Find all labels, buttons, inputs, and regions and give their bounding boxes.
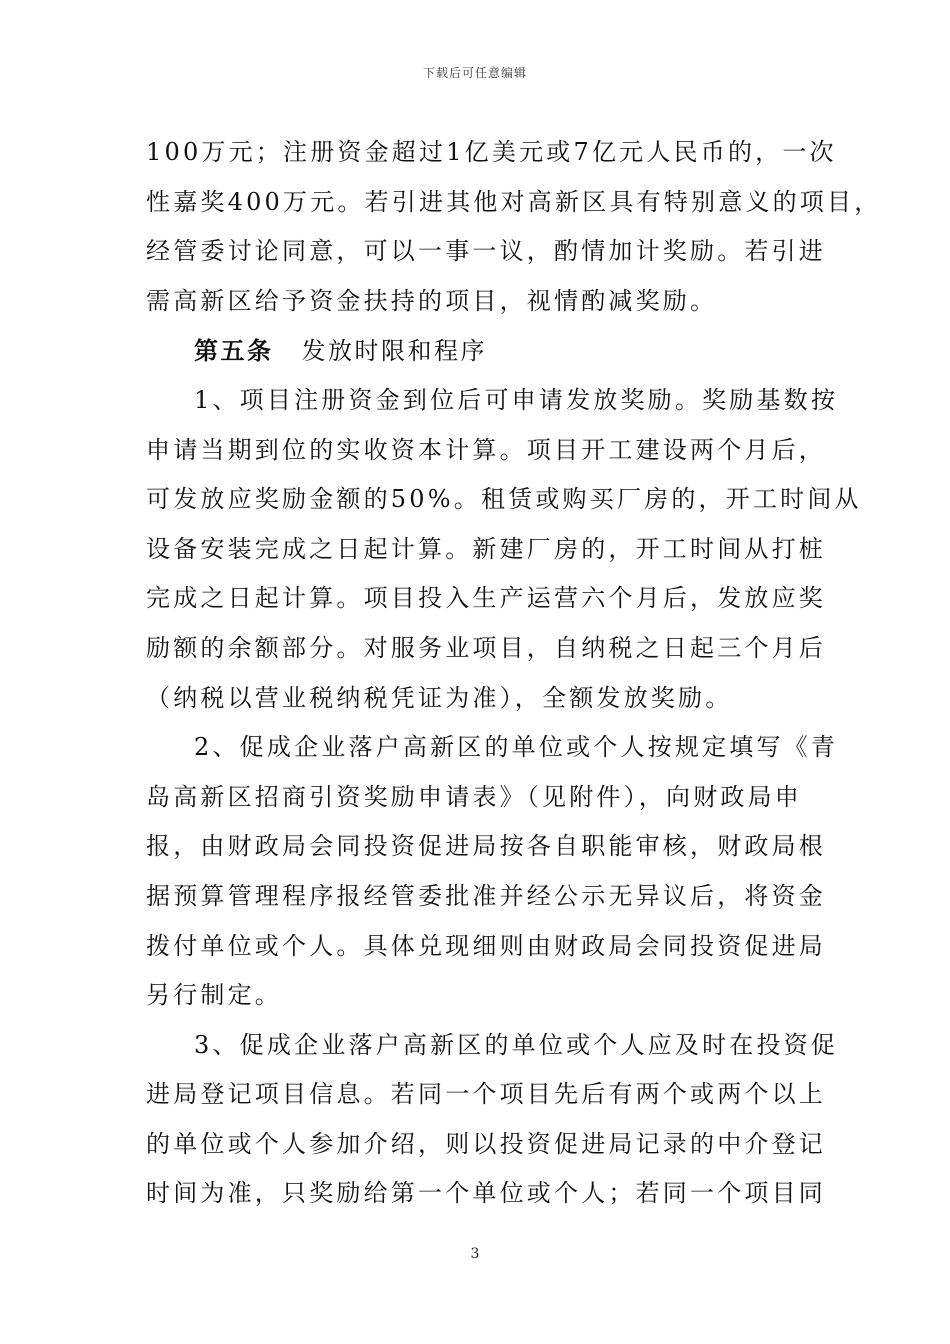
article-heading [146,326,826,376]
paragraph-start: 2、促成企业落户高新区的单位或个人按规定填写《青 [194,733,839,762]
article-title: 发放时限和程序 [301,337,487,366]
text-line: 拨付单位或个人。具体兑现细则由财政局会同投资促进局 [146,931,826,960]
text-line: 可发放应奖励金额的50%。租赁或购买厂房的，开工时间从 [146,485,862,514]
text-line: 完成之日起计算。项目投入生产运营六个月后，发放应奖 [146,584,826,613]
text-line: 设备安装完成之日起计算。新建厂房的，开工时间从打桩 [146,534,826,563]
text-line: 需高新区给予资金扶持的项目，视情酌减奖励。 [146,286,718,315]
paragraph-start: 3、促成企业落户高新区的单位或个人应及时在投资促 [194,1030,839,1059]
text-line: 进局登记项目信息。若同一个项目先后有两个或两个以上 [146,1080,826,1109]
text-line: 性嘉奖400万元。若引进其他对高新区具有特别意义的项目， [146,187,882,216]
text-line: 申请当期到位的实收资本计算。项目开工建设两个月后， [146,435,826,464]
text-line: 报，由财政局会同投资促进局按各自职能审核，财政局根 [146,832,826,861]
text-line: 岛高新区招商引资奖励申请表》（见附件），向财政局申 [146,782,802,811]
paragraph-start: 1、项目注册资金到位后可申请发放奖励。奖励基数按 [194,385,839,414]
text-line: 另行制定。 [146,981,282,1010]
article-number: 第五条 [194,336,274,366]
text-line: 的单位或个人参加介绍，则以投资促进局记录的中介登记 [146,1129,826,1158]
text-line: 100万元；注册资金超过1亿美元或7亿元人民币的，一次 [146,138,837,166]
text-line: 时间为准，只奖励给第一个单位或个人；若同一个项目同 [146,1179,826,1208]
page-header: 下载后可任意编辑 [422,66,527,80]
text-line: 经管委讨论同意，可以一事一议，酌情加计奖励。若引进 [146,237,826,266]
page-number: 3 [470,1246,480,1262]
document-body [146,128,882,1219]
text-line: 据预算管理程序报经管委批准并经公示无异议后，将资金 [146,881,826,910]
text-line: （纳税以营业税纳税凭证为准），全额发放奖励。 [146,683,733,712]
text-line: 励额的余额部分。对服务业项目，自纳税之日起三个月后 [146,633,826,662]
